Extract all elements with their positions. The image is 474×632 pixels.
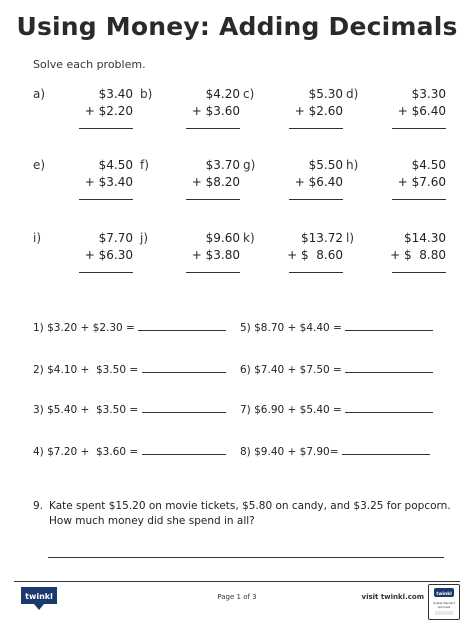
word-problem-answer-line[interactable] <box>48 557 444 558</box>
addend-1: $14.30 <box>404 231 446 245</box>
word-problem-number: 9. <box>33 500 44 512</box>
addend-1: $5.30 <box>308 87 343 101</box>
addend-1: $7.70 <box>98 231 133 245</box>
addend-2: + $7.60 <box>397 175 446 189</box>
equation-text: 8) $9.40 + $7.90= <box>240 446 342 458</box>
problem-letter: i) <box>33 231 42 245</box>
equation-3 <box>33 404 226 416</box>
answer-blank[interactable] <box>345 371 433 373</box>
page-title: Using Money: Adding Decimals <box>16 12 458 41</box>
sum-line <box>186 199 240 200</box>
problem-letter: e) <box>33 158 46 172</box>
addend-2: + $3.40 <box>84 175 133 189</box>
addend-1: $13.72 <box>301 231 343 245</box>
equation-text: 3) $5.40 + $3.50 = <box>33 404 142 416</box>
problem-j <box>140 231 240 291</box>
sum-line <box>289 199 343 200</box>
equation-1 <box>33 322 226 334</box>
instructions: Solve each problem. <box>33 58 146 71</box>
addend-2: + $8.20 <box>191 175 240 189</box>
equation-7 <box>240 404 433 416</box>
sum-line <box>289 272 343 273</box>
addend-2: + $6.40 <box>294 175 343 189</box>
sum-line <box>186 272 240 273</box>
answer-blank[interactable] <box>345 411 433 413</box>
equation-text: 7) $6.90 + $5.40 = <box>240 404 346 416</box>
addend-2: + $3.80 <box>191 248 240 262</box>
quality-badge-icon <box>428 584 460 620</box>
equation-4 <box>33 446 226 458</box>
problem-i <box>33 231 133 291</box>
problem-e <box>33 158 133 218</box>
equation-text: 2) $4.10 + $3.50 = <box>33 364 142 376</box>
footer-rule <box>14 581 460 582</box>
problem-f <box>140 158 240 218</box>
addend-1: $4.50 <box>98 158 133 172</box>
equation-text: 5) $8.70 + $4.40 = <box>240 322 346 334</box>
problem-letter: l) <box>346 231 355 245</box>
equation-text: 1) $3.20 + $2.30 = <box>33 322 139 334</box>
problem-h <box>346 158 446 218</box>
visit-link[interactable]: visit twinkl.com <box>361 593 424 601</box>
logo-text: twinkl <box>25 592 53 601</box>
badge-bar <box>435 611 453 615</box>
sum-line <box>392 199 446 200</box>
addend-2: + $6.30 <box>84 248 133 262</box>
problem-a <box>33 87 133 147</box>
sum-line <box>392 272 446 273</box>
problem-letter: k) <box>243 231 255 245</box>
problem-c <box>243 87 343 147</box>
problem-letter: h) <box>346 158 359 172</box>
problem-letter: a) <box>33 87 46 101</box>
addend-1: $3.30 <box>411 87 446 101</box>
equation-text: 4) $7.20 + $3.60 = <box>33 446 142 458</box>
addend-2: + $2.20 <box>84 104 133 118</box>
word-problem-line-1: Kate spent $15.20 on movie tickets, $5.80 on candy, and $3.25 for popcorn. <box>49 500 451 512</box>
answer-blank[interactable] <box>142 453 226 455</box>
problem-d <box>346 87 446 147</box>
answer-blank[interactable] <box>142 411 226 413</box>
addend-2: + $ 8.80 <box>390 248 446 262</box>
answer-blank[interactable] <box>345 329 433 331</box>
addend-1: $3.70 <box>205 158 240 172</box>
sum-line <box>289 128 343 129</box>
addend-1: $5.50 <box>308 158 343 172</box>
problem-g <box>243 158 343 218</box>
addend-1: $4.20 <box>205 87 240 101</box>
sum-line <box>79 199 133 200</box>
addend-1: $9.60 <box>205 231 240 245</box>
badge-logo-text: twinkl <box>436 592 452 597</box>
problem-letter: g) <box>243 158 256 172</box>
problem-letter: c) <box>243 87 255 101</box>
equation-text: 6) $7.40 + $7.50 = <box>240 364 346 376</box>
problem-b <box>140 87 240 147</box>
problem-k <box>243 231 343 291</box>
sum-line <box>186 128 240 129</box>
word-problem-line-2: How much money did she spend in all? <box>49 515 255 527</box>
problem-letter: d) <box>346 87 359 101</box>
problem-letter: f) <box>140 158 149 172</box>
addend-1: $3.40 <box>98 87 133 101</box>
sum-line <box>79 128 133 129</box>
addend-2: + $3.60 <box>191 104 240 118</box>
answer-blank[interactable] <box>342 453 430 455</box>
addend-2: + $6.40 <box>397 104 446 118</box>
answer-blank[interactable] <box>138 329 226 331</box>
equation-2 <box>33 364 226 376</box>
badge-line-1: Quality Standard <box>433 602 455 605</box>
sum-line <box>392 128 446 129</box>
addend-2: + $2.60 <box>294 104 343 118</box>
problem-letter: b) <box>140 87 153 101</box>
addend-1: $4.50 <box>411 158 446 172</box>
problem-l <box>346 231 446 291</box>
equation-8 <box>240 446 430 458</box>
page-number: Page 1 of 3 <box>217 593 257 601</box>
equation-5 <box>240 322 433 334</box>
sum-line <box>79 272 133 273</box>
addend-2: + $ 8.60 <box>287 248 343 262</box>
answer-blank[interactable] <box>142 371 226 373</box>
badge-line-2: Approved <box>437 606 451 609</box>
equation-6 <box>240 364 433 376</box>
problem-letter: j) <box>140 231 149 245</box>
